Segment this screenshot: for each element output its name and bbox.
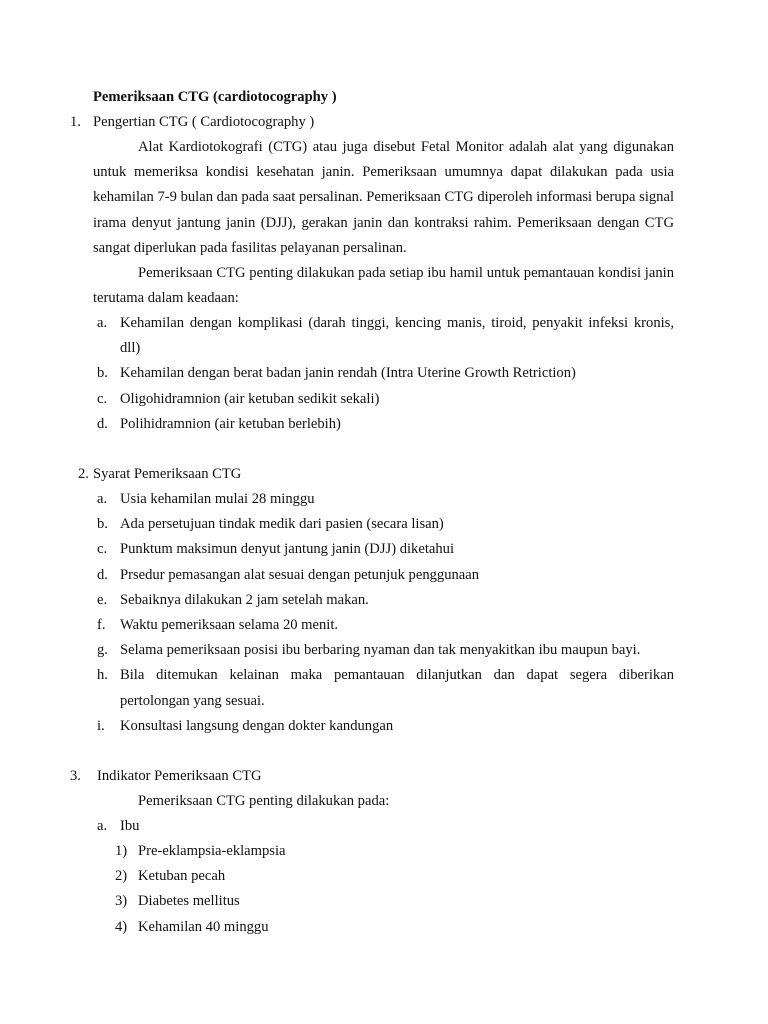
list-marker: d. [97,566,108,583]
list-marker: a. [97,315,108,331]
list-item [0,663,674,713]
list-item [0,638,674,663]
list-marker: g. [97,642,108,659]
list-marker: e. [97,591,108,608]
list-marker: 3) [115,893,128,910]
list-item [0,613,674,638]
section3-number: 3. [70,768,81,784]
list-text: Konsultasi langsung dengan dokter kandungan [120,717,394,734]
list-item [0,588,674,613]
list-marker: b. [97,365,108,382]
list-text: Polihidramnion (air ketuban berlebih) [120,415,341,432]
list-item [0,311,674,361]
list-item [0,487,674,512]
list-item [0,714,674,739]
list-marker: c. [97,541,108,558]
section1-list [0,311,768,437]
list-text: Punktum maksimun denyut jantung janin (DJJ) diketahui [120,541,455,558]
section3-sub-a [0,814,768,839]
list-text: Kehamilan dengan berat badan janin rendah (Intra Uterine Growth Retriction) [120,365,576,382]
list-item [0,563,674,588]
section3-list [0,839,768,940]
list-text: Diabetes mellitus [138,893,240,910]
list-text: Usia kehamilan mulai 28 minggu [120,491,315,507]
list-text: Bila ditemukan kelainan maka pemantauan dilanjutkan dan dapat segera diberikan pertolongan yang sesuai. [120,667,674,709]
list-item [0,814,674,839]
list-marker: b. [97,516,108,533]
list-marker: c. [97,390,108,407]
section1-paragraph2: Pemeriksaan CTG penting dilakukan pada setiap ibu hamil untuk pemantauan kondisi janin terutama dalam keadaan: [93,265,674,307]
list-text: Kehamilan dengan komplikasi (darah tinggi, kencing manis, tiroid, penyakit infeksi kronis, dll) [120,315,674,357]
section1-number: 1. [70,114,81,130]
list-item [0,361,674,386]
section1-paragraph1: Alat Kardiotokografi (CTG) atau juga disebut Fetal Monitor adalah alat yang digunakan untuk memeriksa kondisi kesehatan janin. Pemeriksaan umumnya dapat dilakukan pada usia kehamilan 7-9 bulan dan pada saat persalinan. Pemeriksaan CTG diperoleh informasi berupa signal irama denyut jantung janin (DJJ), gerakan janin dan kontraksi rahim. Pemeriksaan dengan CTG sangat diperlukan pada fasilitas pelayanan persalinan. [93,139,674,256]
list-marker: 4) [115,918,128,935]
list-text: Prsedur pemasangan alat sesuai dengan petunjuk penggunaan [120,566,480,583]
section2-number: 2. [78,466,89,482]
section3-intro: Pemeriksaan CTG penting dilakukan pada: [138,793,390,809]
list-item [0,512,674,537]
list-marker: d. [97,415,108,432]
list-marker: h. [97,667,108,684]
list-marker: 1) [115,843,128,859]
list-marker: 2) [115,868,128,885]
list-text: Kehamilan 40 minggu [138,918,269,935]
list-item [0,387,674,412]
list-marker: f. [97,617,106,634]
list-text: Waktu pemeriksaan selama 20 menit. [120,617,339,634]
list-text: Ketuban pecah [138,868,226,885]
list-item [0,864,674,889]
list-item [0,412,674,437]
list-text: Ada persetujuan tindak medik dari pasien (secara lisan) [120,516,444,533]
document-title: Pemeriksaan CTG (cardiotocography ) [93,89,337,105]
list-item [0,839,674,864]
list-marker: i. [97,717,105,734]
list-text: Oligohidramnion (air ketuban sedikit sekali) [120,390,380,407]
list-text: Sebaiknya dilakukan 2 jam setelah makan. [120,591,369,608]
list-item [0,537,674,562]
list-text: Selama pemeriksaan posisi ibu berbaring nyaman dan tak menyakitkan ibu maupun bayi. [120,642,641,659]
section2-heading: Syarat Pemeriksaan CTG [93,466,242,482]
list-item [0,915,674,940]
list-text: Ibu [120,818,140,834]
list-marker: a. [97,491,108,507]
list-item [0,889,674,914]
section2-list [0,487,768,739]
section1-heading: Pengertian CTG ( Cardiotocography ) [93,114,315,130]
list-marker: a. [97,818,108,834]
section3-heading: Indikator Pemeriksaan CTG [97,768,262,784]
list-text: Pre-eklampsia-eklampsia [138,843,286,859]
